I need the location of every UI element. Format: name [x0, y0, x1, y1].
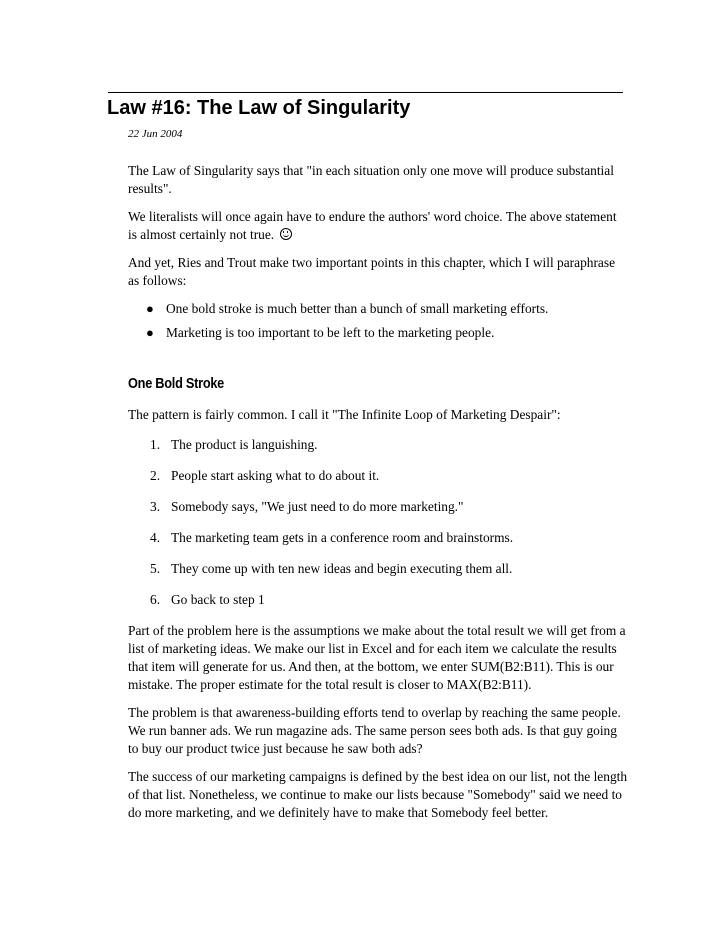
header-rule	[108, 92, 623, 93]
article-title: Law #16: The Law of Singularity	[107, 97, 411, 119]
step-text: Somebody says, "We just need to do more marketing."	[171, 499, 464, 514]
body-paragraph: Part of the problem here is the assumptions we make about the total result we will get from a list of marketing ideas. We make our list in Excel and for each item we calculate the results that item will generate for us. And then, at the bottom, we enter SUM(B2:B11). This is our mistake. The proper estimate for the total result is closer to MAX(B2:B11).	[128, 623, 626, 692]
step-text: They come up with ten new ideas and begin executing them all.	[171, 561, 513, 576]
steps-list	[128, 436, 628, 609]
list-item	[150, 529, 628, 547]
step-number: 1.	[150, 437, 161, 452]
step-number: 2.	[150, 468, 161, 483]
article-body	[128, 162, 628, 832]
step-text: Go back to step 1	[171, 592, 265, 607]
body-paragraph: The success of our marketing campaigns is defined by the best idea on our list, not the length of that list. Nonetheless, we continue to make our lists because "Somebody" said we need to do more marketing, and we definitely have to make that Somebody feel better.	[128, 769, 628, 820]
step-text: The product is languishing.	[171, 437, 318, 452]
list-item	[146, 300, 628, 318]
step-number: 3.	[150, 499, 161, 514]
points-list	[128, 300, 628, 342]
step-text: The marketing team gets in a conference room and brainstorms.	[171, 530, 514, 545]
intro-paragraph: The Law of Singularity says that "in each situation only one move will produce substantial results".	[128, 163, 614, 196]
body-paragraph: The problem is that awareness-building efforts tend to overlap by reaching the same people. We run banner ads. We run magazine ads. The same person sees both ads. Is that guy going to buy our product twice just because he saw both ads?	[128, 705, 621, 756]
intro-paragraph-text: We literalists will once again have to endure the authors' word choice. The above statement is almost certainly not true.	[128, 209, 617, 242]
step-number: 4.	[150, 530, 161, 545]
list-item	[150, 591, 628, 609]
bullet-icon: ●	[146, 301, 154, 316]
intro-paragraph	[128, 208, 628, 244]
section-heading: One Bold Stroke	[128, 376, 225, 392]
smiley-icon	[280, 228, 292, 240]
article-date: 22 Jun 2004	[128, 128, 183, 140]
step-text: People start asking what to do about it.	[171, 468, 380, 483]
list-item-text: One bold stroke is much better than a bunch of small marketing efforts.	[166, 301, 549, 316]
list-item	[150, 498, 628, 516]
list-item	[150, 560, 628, 578]
bullet-icon: ●	[146, 325, 154, 340]
section-intro: The pattern is fairly common. I call it "The Infinite Loop of Marketing Despair":	[128, 407, 561, 422]
list-item	[146, 324, 628, 342]
step-number: 6.	[150, 592, 161, 607]
list-item	[150, 436, 628, 454]
intro-paragraph: And yet, Ries and Trout make two important points in this chapter, which I will paraphrase as follows:	[128, 255, 616, 288]
step-number: 5.	[150, 561, 161, 576]
list-item	[150, 467, 628, 485]
list-item-text: Marketing is too important to be left to the marketing people.	[166, 325, 495, 340]
